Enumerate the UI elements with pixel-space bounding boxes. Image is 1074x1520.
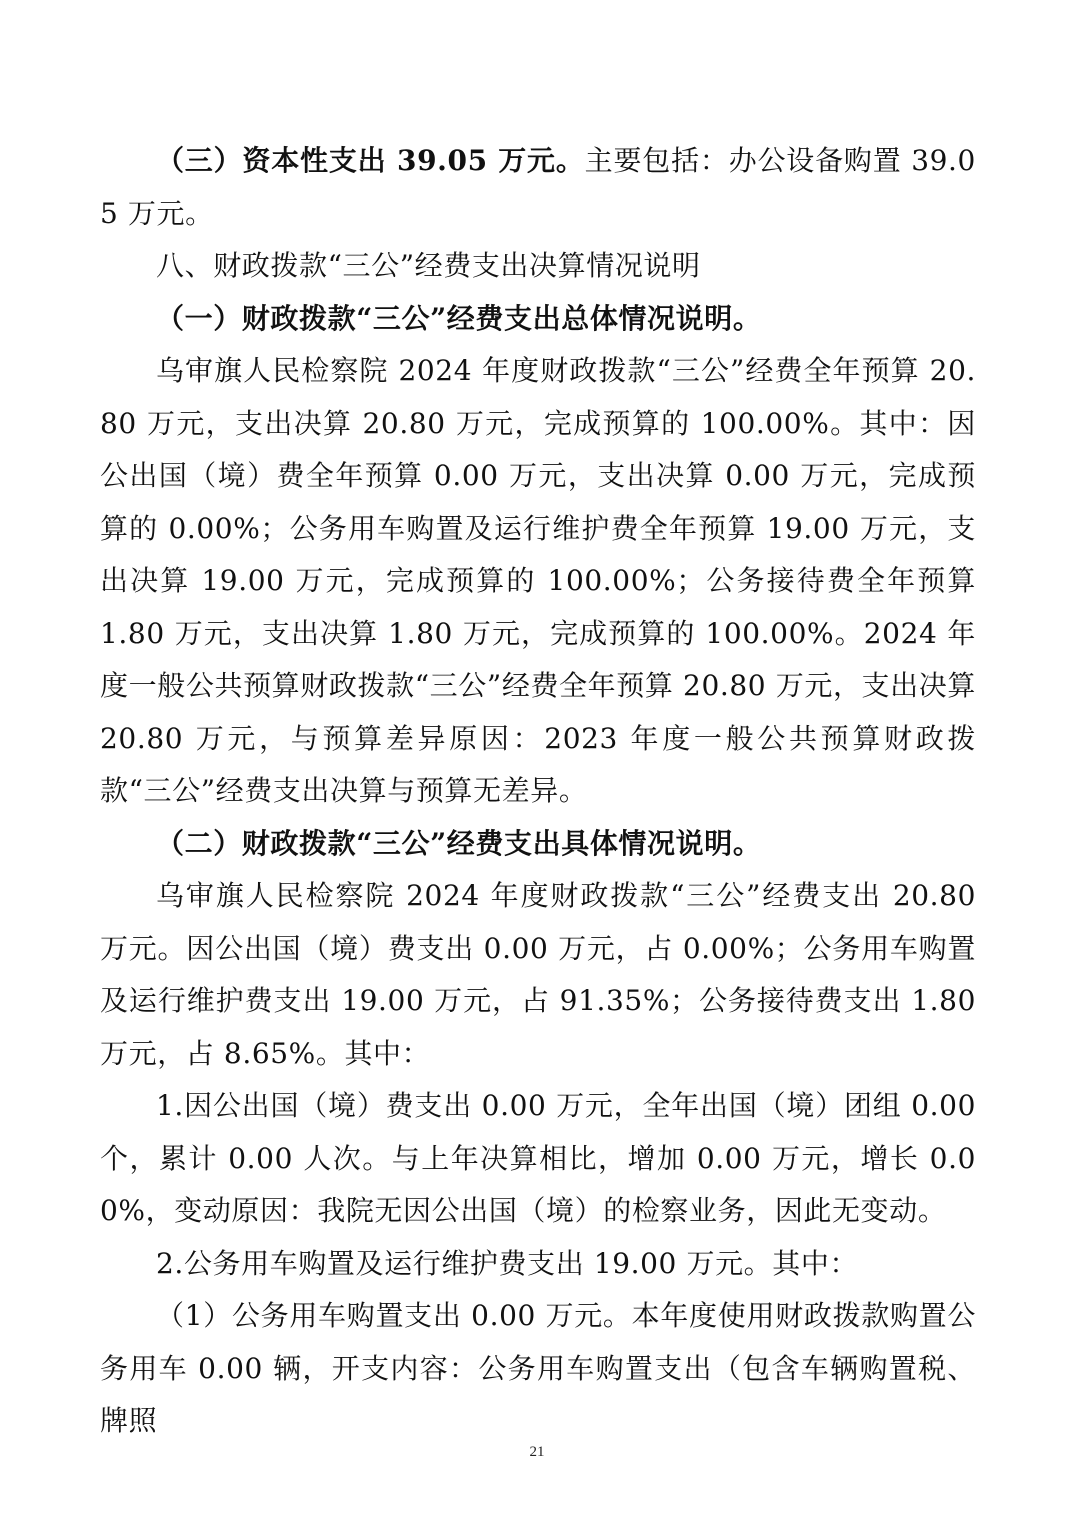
subsection-2-title: （二）财政拨款“三公”经费支出具体情况说明。 [156,826,762,860]
subsection-2-body: 乌审旗人民检察院 2024 年度财政拨款“三公”经费支出 20.80 万元。因公出国（境）费支出 0.00 万元，占 0.00%；公务用车购置及运行维护费支出 19.00 万元，占 91.35%；公务接待费支出 1.80 万元，占 8.65%。其中： [100,879,976,1070]
subsection-1-title: （一）财政拨款“三公”经费支出总体情况说明。 [156,301,762,335]
page-number: 21 [529,1444,545,1460]
subsection-1-body: 乌审旗人民检察院 2024 年度财政拨款“三公”经费全年预算 20.80 万元，支出决算 20.80 万元，完成预算的 100.00%。其中：因公出国（境）费全年预算 0.00 万元，支出决算 0.00 万元，完成预算的 0.00%；公务用车购置及运行维护费全年预算 19.00 万元，支出决算 19.00 万元，完成预算的 100.00%；公务接待费全年预算 1.80 万元，支出决算 1.80 万元，完成预算的 100.00%。2024 年度一般公共预算财政拨款“三公”经费全年预算 20.80 万元，支出决算 20.80 万元，与预算差异原因：2023 年度一般公共预算财政拨款“三公”经费支出决算与预算无差异。 [100,354,976,807]
capital-expenditure-paragraph [100,135,976,240]
item-1-paragraph: 1.因公出国（境）费支出 0.00 万元，全年出国（境）团组 0.00 个，累计 0.00 人次。与上年决算相比，增加 0.00 万元，增长 0.00%，变动原因：我院无因公出国（境）的检察业务，因此无变动。 [100,1089,976,1227]
item-2-1-paragraph: （1）公务用车购置支出 0.00 万元。本年度使用财政拨款购置公务用车 0.00 辆，开支内容：公务用车购置支出（包含车辆购置税、牌照 [100,1299,976,1437]
page-body [100,135,976,1448]
capital-expenditure-heading: （三）资本性支出 39.05 万元。 [156,144,585,177]
capital-expenditure-text: 主要包括：办公设备购置 39.05 万元。 [100,144,976,230]
section-8-title: 八、财政拨款“三公”经费支出决算情况说明 [156,249,701,282]
item-2-paragraph: 2.公务用车购置及运行维护费支出 19.00 万元。其中： [156,1246,859,1280]
